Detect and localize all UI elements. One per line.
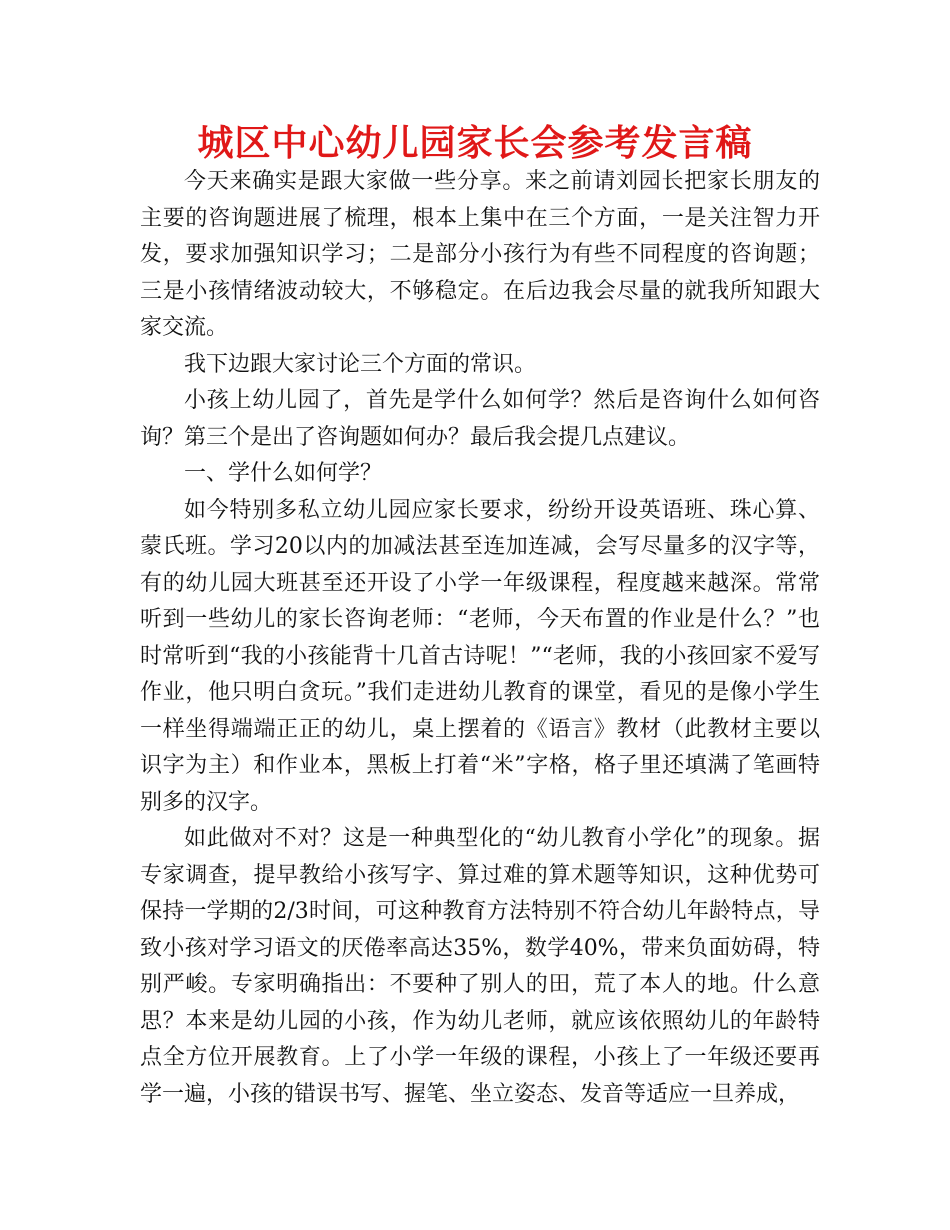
- paragraph-analysis: 如此做对不对？这是一种典型化的“幼儿教育小学化”的现象。据专家调查，提早教给小孩写字、算过难的算术题等知识，这种优势可保持一学期的2/3时间，可这种教育方法特别不符合幼儿年龄特点，导致小孩对学习语文的厌倦率高达35%，数学40%，带来负面妨碍，特别严峻。专家明确指出：不要种了别人的田，荒了本人的地。什么意思？本来是幼儿园的小孩，作为幼儿老师，就应该依照幼儿的年龄特点全方位开展教育。上了小学一年级的课程，小孩上了一年级还要再学一遍，小孩的错误书写、握笔、坐立姿态、发音等适应一旦养成，: [140, 826, 820, 1107]
- paragraph-outline: 小孩上幼儿园了，首先是学什么如何学？然后是咨询什么如何咨询？第三个是出了咨询题如何办？最后我会提几点建议。: [140, 388, 820, 450]
- document-title: 城区中心幼儿园家长会参考发言稿: [197, 123, 753, 164]
- paragraph-intro: 今天来确实是跟大家做一些分享。来之前请刘园长把家长朋友的主要的咨询题进展了梳理，根本上集中在三个方面，一是关注智力开发，要求加强知识学习；二是部分小孩行为有些不同程度的咨询题；三是小孩情绪波动较大，不够稳定。在后边我会尽量的就我所知跟大家交流。: [140, 169, 820, 340]
- section-heading-1: 一、学什么如何学？: [184, 461, 383, 486]
- paragraph-topics: 我下边跟大家讨论三个方面的常识。: [184, 351, 537, 377]
- paragraph-private-kindergartens: 如今特别多私立幼儿园应家长要求，纷纷开设英语班、珠心算、蒙氏班。学习20以内的加减法甚至连加连减，会写尽量多的汉字等，有的幼儿园大班甚至还开设了小学一年级课程，程度越来越深。常常听到一些幼儿的家长咨询老师：“老师，今天布置的作业是什么？”也时常听到“我的小孩能背十几首古诗呢！”“老师，我的小孩回家不爱写作业，他只明白贪玩。”我们走进幼儿教育的课堂，看见的是像小学生一样坐得端端正正的幼儿，桌上摆着的《语言》教材（此教材主要以识字为主）和作业本，黑板上打着“米”字格，格子里还填满了笔画特别多的汉字。: [140, 497, 820, 815]
- document-body: [140, 164, 820, 1113]
